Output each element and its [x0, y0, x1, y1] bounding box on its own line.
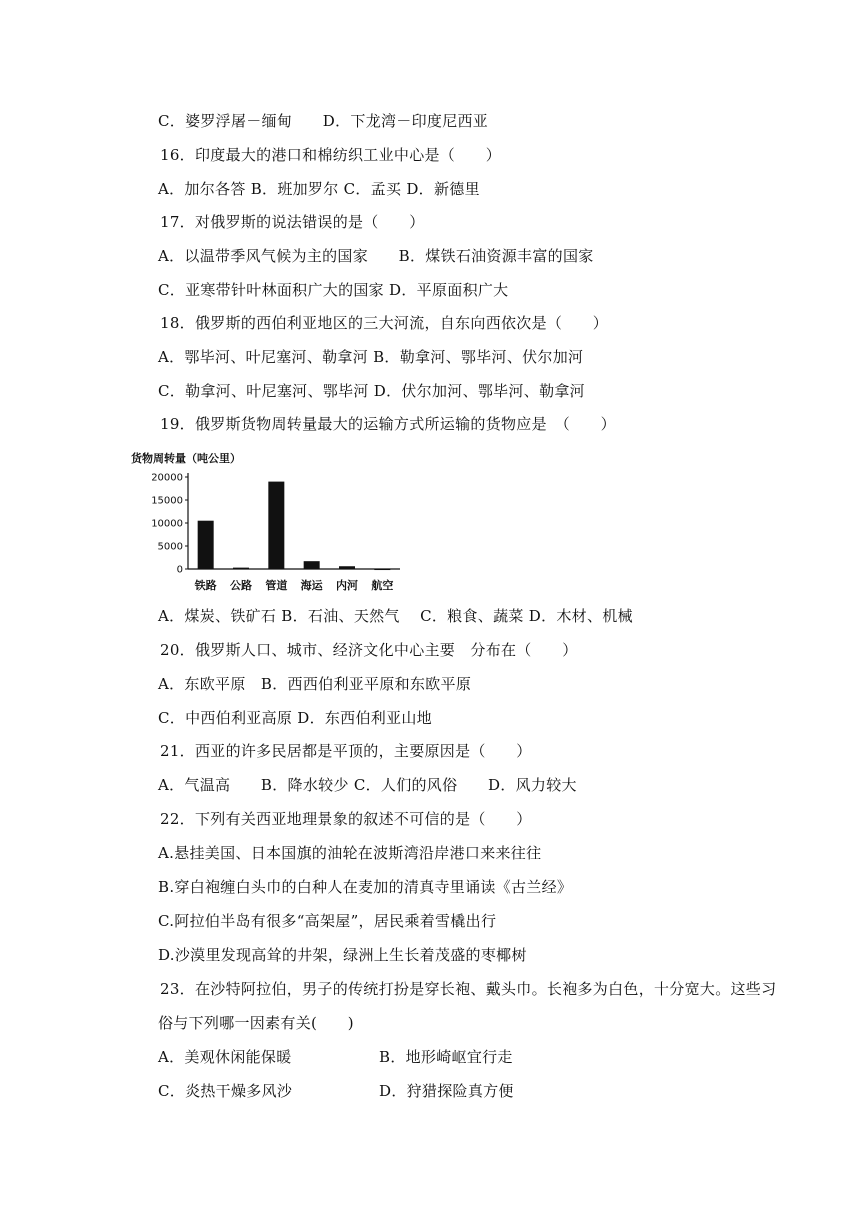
freight-turnover-chart	[128, 447, 408, 599]
chart-title: 货物周转量（吨公里）	[131, 452, 241, 465]
q23-option-d: D．狩猎探险真方便	[379, 1082, 514, 1100]
question-20: 20．俄罗斯人口、城市、经济文化中心主要 分布在（ ）	[160, 641, 578, 659]
bar-3	[304, 561, 320, 569]
q17-options-ab: A．以温带季风气候为主的国家 B．煤铁石油资源丰富的国家	[158, 247, 594, 265]
y-tick-label: 10000	[151, 518, 183, 530]
q23-option-c: C．炎热干燥多风沙	[158, 1082, 293, 1100]
q22-option-b: B.穿白袍缠白头巾的白种人在麦加的清真寺里诵读《古兰经》	[158, 878, 573, 896]
bar-0	[198, 521, 214, 569]
y-tick-label: 20000	[151, 472, 183, 484]
x-tick-label: 管道	[265, 579, 288, 592]
freight-turnover-chart-svg	[128, 447, 408, 599]
q23-option-b: B．地形崎岖宜行走	[379, 1048, 513, 1066]
question-22: 22．下列有关西亚地理景象的叙述不可信的是（ ）	[160, 810, 532, 828]
bar-1	[233, 568, 249, 570]
bar-5	[374, 569, 390, 571]
q22-option-a: A.悬挂美国、日本国旗的油轮在波斯湾沿岸港口来来往往	[158, 844, 542, 862]
q19-options: A．煤炭、铁矿石 B．石油、天然气 C．粮食、蔬菜 D．木材、机械	[158, 607, 633, 625]
question-17: 17．对俄罗斯的说法错误的是（ ）	[160, 213, 425, 231]
q23-option-a: A．美观休闲能保暖	[158, 1048, 292, 1066]
q21-options: A．气温高 B．降水较少 C．人们的风俗 D．风力较大	[158, 776, 577, 794]
q20-options-ab: A．东欧平原 B．西西伯利亚平原和东欧平原	[158, 675, 472, 693]
question-23-continued: 俗与下列哪一因素有关( )	[158, 1014, 354, 1032]
y-tick-label: 5000	[157, 541, 183, 553]
q15-options-cd: C．婆罗浮屠－缅甸 D．下龙湾－印度尼西亚	[158, 112, 489, 130]
question-18: 18．俄罗斯的西伯利亚地区的三大河流，自东向西依次是（ ）	[160, 314, 609, 332]
question-16: 16．印度最大的港口和棉纺织工业中心是（ ）	[160, 146, 501, 164]
bar-2	[268, 482, 284, 569]
x-tick-label: 海运	[300, 579, 323, 592]
q22-option-d: D.沙漠里发现高耸的井架，绿洲上生长着茂盛的枣椰树	[158, 946, 527, 964]
q22-option-c: C.阿拉伯半岛有很多“高架屋”，居民乘着雪橇出行	[158, 912, 497, 930]
question-23: 23．在沙特阿拉伯，男子的传统打扮是穿长袍、戴头巾。长袍多为白色，十分宽大。这些习	[160, 980, 777, 998]
question-21: 21．西亚的许多民居都是平顶的，主要原因是（ ）	[160, 742, 532, 760]
q18-options-ab: A．鄂毕河、叶尼塞河、勒拿河 B．勒拿河、鄂毕河、伏尔加河	[158, 348, 584, 366]
y-tick-label: 15000	[151, 495, 183, 507]
y-tick-label: 0	[176, 564, 183, 576]
q16-options: A．加尔各答 B．班加罗尔 C．孟买 D．新德里	[158, 180, 480, 198]
question-19: 19．俄罗斯货物周转量最大的运输方式所运输的货物应是 （ ）	[160, 415, 616, 433]
x-tick-label: 内河	[336, 579, 358, 592]
x-tick-label: 铁路	[194, 579, 217, 592]
x-tick-label: 公路	[230, 579, 252, 592]
q17-options-cd: C．亚寒带针叶林面积广大的国家 D．平原面积广大	[158, 281, 509, 299]
bar-4	[339, 566, 355, 569]
q20-options-cd: C．中西伯利亚高原 D．东西伯利亚山地	[158, 709, 432, 727]
x-tick-label: 航空	[371, 579, 394, 592]
q18-options-cd: C．勒拿河、叶尼塞河、鄂毕河 D．伏尔加河、鄂毕河、勒拿河	[158, 382, 585, 400]
